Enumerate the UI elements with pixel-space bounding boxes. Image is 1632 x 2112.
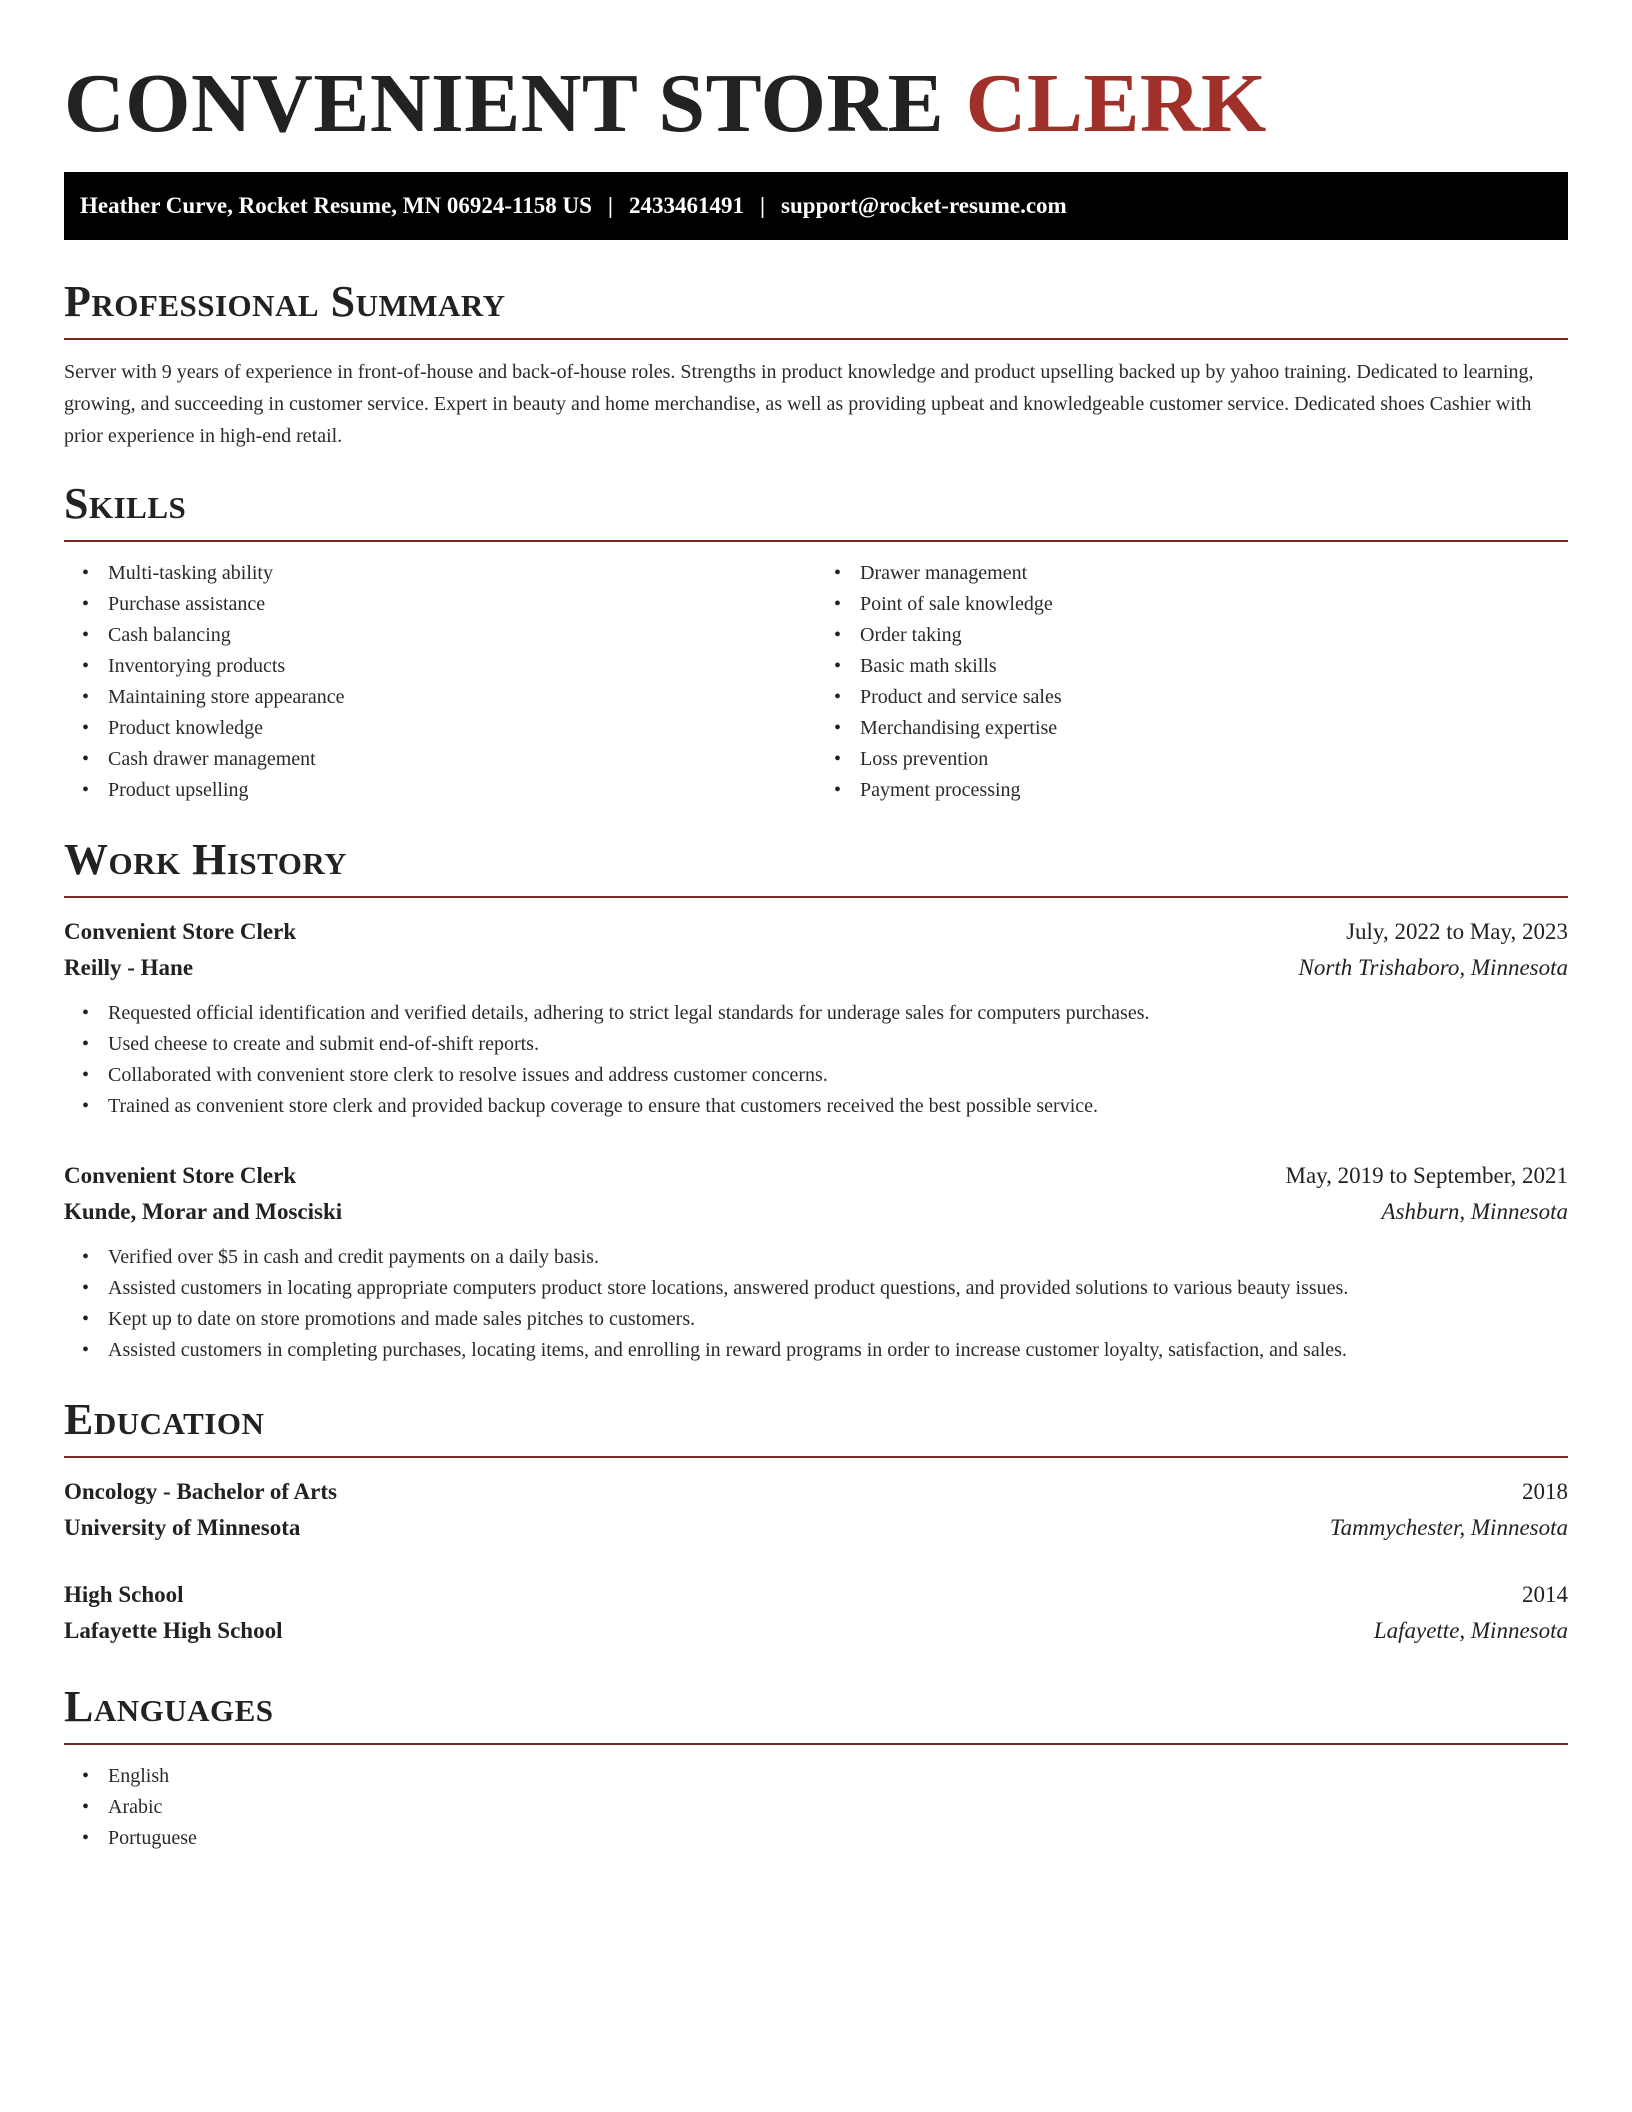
job-company-row: [64, 950, 1568, 986]
job-bullet: • Used cheese to create and submit end-of-shift reports.: [108, 1029, 1568, 1060]
job-company-row: [64, 1194, 1568, 1230]
skill-item: • Product upselling: [108, 775, 816, 806]
education-section: [64, 1394, 1568, 1649]
job-bullet: • Collaborated with convenient store clerk to resolve issues and address customer concerns.: [108, 1060, 1568, 1091]
skill-item: • Product and service sales: [860, 682, 1568, 713]
title-accent: CLERK: [965, 57, 1267, 150]
job-dates: May, 2019 to September, 2021: [1285, 1163, 1568, 1188]
skill-item: • Maintaining store appearance: [108, 682, 816, 713]
job-title: Convenient Store Clerk: [64, 919, 297, 944]
contact-email: support@rocket-resume.com: [781, 193, 1067, 218]
job-entry: [64, 914, 1568, 1122]
job-bullet: • Trained as convenient store clerk and provided backup coverage to ensure that customers received the best possible service.: [108, 1091, 1568, 1122]
education-degree: Oncology - Bachelor of Arts: [64, 1479, 337, 1504]
job-bullet: • Assisted customers in completing purchases, locating items, and enrolling in reward programs in order to increase customer loyalty, satisfaction, and sales.: [108, 1335, 1568, 1366]
language-item: • Portuguese: [108, 1823, 1568, 1854]
section-heading-languages: Languages: [64, 1682, 274, 1731]
job-bullet: • Verified over $5 in cash and credit payments on a daily basis.: [108, 1242, 1568, 1273]
section-heading-skills: Skills: [64, 479, 187, 528]
skill-item: • Inventorying products: [108, 651, 816, 682]
education-header-row: [64, 1474, 1568, 1510]
job-dates: July, 2022 to May, 2023: [1346, 919, 1568, 944]
skill-item: • Cash drawer management: [108, 744, 816, 775]
language-item: • English: [108, 1761, 1568, 1792]
section-heading-summary: Professional Summary: [64, 277, 506, 326]
education-header-row: [64, 1577, 1568, 1613]
languages-section: [64, 1681, 1568, 1854]
skill-item: • Purchase assistance: [108, 589, 816, 620]
education-degree: High School: [64, 1582, 184, 1607]
education-year: 2014: [1522, 1582, 1568, 1607]
education-location: Tammychester, Minnesota: [1329, 1515, 1568, 1540]
job-header-row: [64, 1158, 1568, 1194]
summary-section: [64, 276, 1568, 452]
job-company: Reilly - Hane: [64, 955, 194, 980]
section-heading-work-history: Work History: [64, 835, 348, 884]
summary-text: Server with 9 years of experience in front-of-house and back-of-house roles. Strengths in product knowledge and product upselling backed up by yahoo training. Dedicated to learning, growing, and succeeding in customer service. Expert in beauty and home merchandise, as well as providing upbeat and knowledgeable customer service. Dedicated shoes Cashier with prior experience in high-end retail.: [64, 361, 1534, 447]
section-divider: [64, 540, 1568, 542]
job-bullet: • Requested official identification and verified details, adhering to strict legal standards for underage sales for computers purchases.: [108, 998, 1568, 1029]
contact-separator: |: [759, 193, 766, 218]
education-school-row: [64, 1510, 1568, 1546]
contact-separator: |: [607, 193, 613, 218]
contact-bar: [64, 172, 1568, 240]
language-item: • Arabic: [108, 1792, 1568, 1823]
job-header-row: [64, 914, 1568, 950]
skill-item: • Point of sale knowledge: [860, 589, 1568, 620]
section-heading-education: Education: [64, 1395, 265, 1444]
job-entry: [64, 1158, 1568, 1366]
job-bullet: • Kept up to date on store promotions and made sales pitches to customers.: [108, 1304, 1568, 1335]
section-divider: [64, 338, 1568, 340]
education-location: Lafayette, Minnesota: [1373, 1618, 1568, 1643]
skill-item: • Order taking: [860, 620, 1568, 651]
job-location: Ashburn, Minnesota: [1381, 1199, 1568, 1224]
title-main: CONVENIENT STORE: [64, 57, 945, 150]
skills-list-left: [64, 558, 816, 806]
languages-list: [64, 1761, 1568, 1854]
education-school-row: [64, 1613, 1568, 1649]
skills-section: [64, 478, 1568, 806]
education-entry: [64, 1577, 1568, 1649]
skill-item: • Product knowledge: [108, 713, 816, 744]
job-bullets: [64, 998, 1568, 1122]
education-year: 2018: [1522, 1479, 1568, 1504]
education-entry: [64, 1474, 1568, 1546]
education-school: University of Minnesota: [64, 1515, 301, 1540]
resume-title: [64, 0, 1568, 150]
skill-item: • Payment processing: [860, 775, 1568, 806]
work-history-section: [64, 834, 1568, 1366]
skill-item: • Merchandising expertise: [860, 713, 1568, 744]
job-bullet: • Assisted customers in locating appropriate computers product store locations, answered product questions, and provided solutions to various beauty issues.: [108, 1273, 1568, 1304]
skill-item: • Loss prevention: [860, 744, 1568, 775]
job-company: Kunde, Morar and Mosciski: [64, 1199, 343, 1224]
section-divider: [64, 896, 1568, 898]
contact-phone: 2433461491: [628, 193, 744, 218]
section-divider: [64, 1743, 1568, 1745]
skill-item: • Basic math skills: [860, 651, 1568, 682]
contact-address: Heather Curve, Rocket Resume, MN 06924-1158 US: [80, 193, 592, 218]
skill-item: • Cash balancing: [108, 620, 816, 651]
job-bullets: [64, 1242, 1568, 1366]
job-location: North Trishaboro, Minnesota: [1298, 955, 1568, 980]
skills-columns: [64, 558, 1568, 806]
skills-list-right: [816, 558, 1568, 806]
job-title: Convenient Store Clerk: [64, 1163, 297, 1188]
skill-item: • Drawer management: [860, 558, 1568, 589]
education-school: Lafayette High School: [64, 1618, 283, 1643]
skill-item: • Multi-tasking ability: [108, 558, 816, 589]
section-divider: [64, 1456, 1568, 1458]
